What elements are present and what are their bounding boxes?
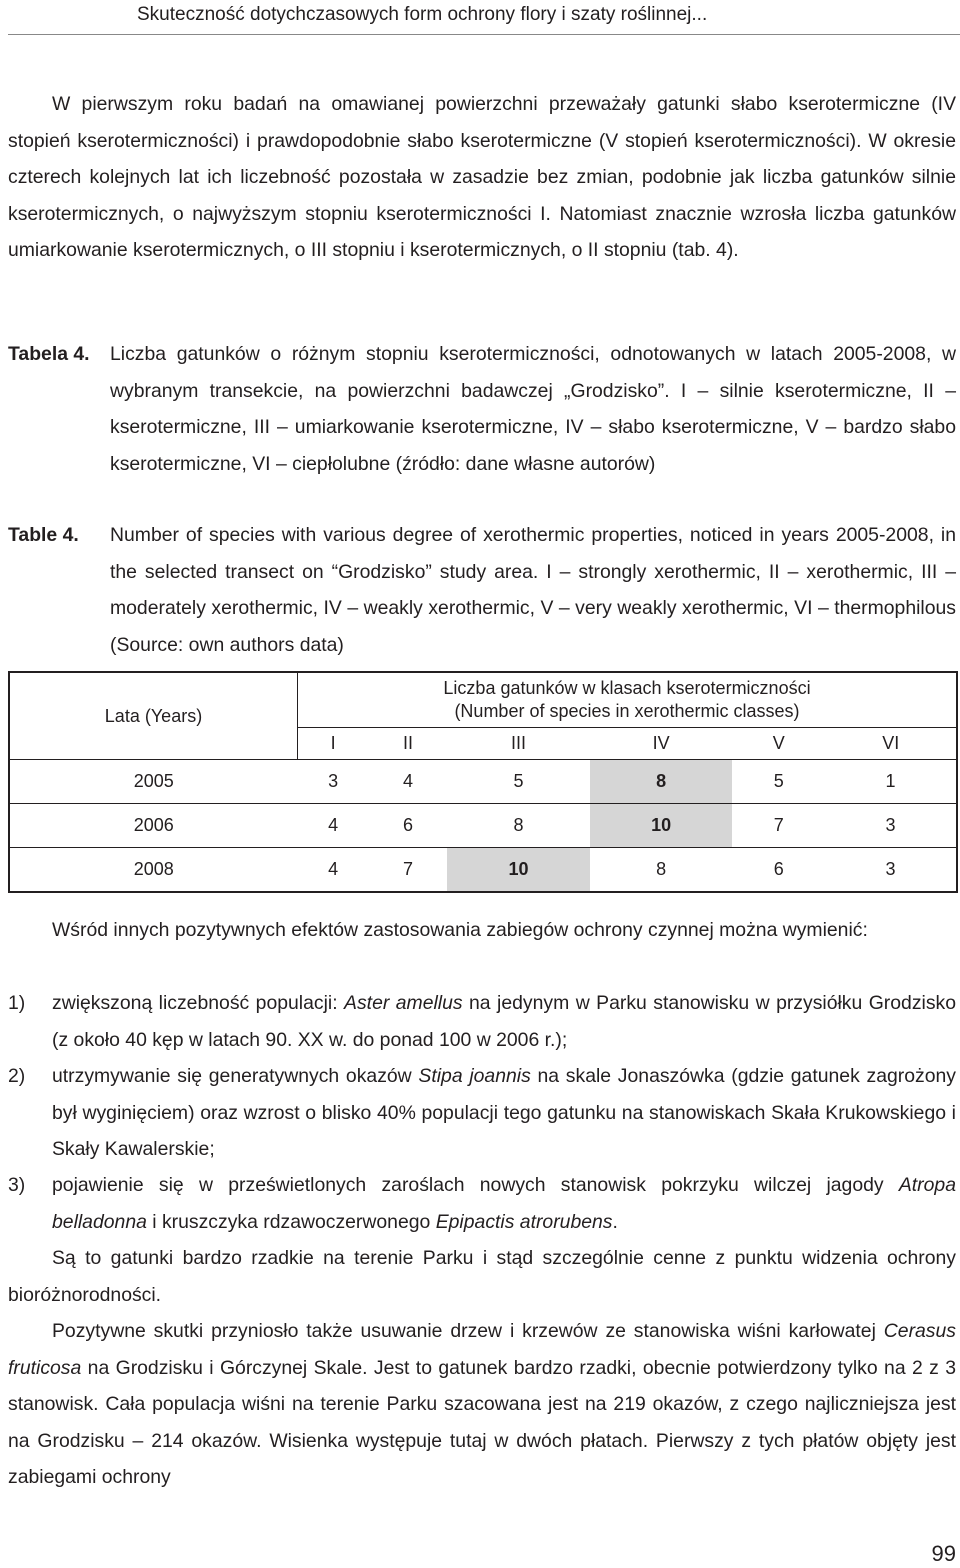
species-name: Cerasus fruticosa — [8, 1320, 956, 1379]
species-name: Stipa joannis — [418, 1065, 531, 1087]
year-cell: 2008 — [9, 848, 298, 893]
paragraph-rare-species: Są to gatunki bardzo rzadkie na terenie Parku i stąd szczególnie cenne z punktu widzenia ochrony bioróżnorodności. — [8, 1247, 956, 1306]
value-cell: 5 — [732, 760, 825, 804]
value-cell: 4 — [298, 804, 369, 848]
list-number: 2) — [8, 1065, 26, 1087]
classes-header-pl: Liczba gatunków w klasach kserotermiczności — [443, 678, 811, 698]
value-cell: 5 — [447, 760, 590, 804]
class-label: V — [732, 728, 825, 760]
running-header: Skuteczność dotychczasowych form ochrony flory i szaty roślinnej... — [137, 4, 708, 25]
caption-text-pl: Liczba gatunków o różnym stopniu kserotermiczności, odnotowanych w latach 2005-2008, w wybranym transekcie, na powierzchni badawczej „Grodzisko”. I – silnie kserotermiczne, II – kserotermiczne, III – umiarkowanie kserotermiczne, IV – słabo kserotermiczne, V – bardzo słabo kserotermiczne, VI – ciepłolubne (źródło: dane własne autorów) — [110, 343, 956, 475]
class-label: VI — [825, 728, 957, 760]
table-header-row — [9, 672, 957, 728]
list-body: utrzymywanie się generatywnych okazów Stipa joannis na skale Jonaszówka (gdzie gatunek zagrożony był wyginięciem) oraz wzrost o blisko 40% populacji tego gatunku na stanowiskach Skała Krukowskiego i Skały Kawalerskie; — [52, 1065, 956, 1161]
year-cell: 2005 — [9, 760, 298, 804]
value-cell: 6 — [732, 848, 825, 893]
value-cell-highlighted: 10 — [447, 848, 590, 893]
header-rule — [8, 34, 960, 35]
value-cell: 8 — [590, 848, 733, 893]
list-number: 1) — [8, 992, 26, 1014]
year-cell: 2006 — [9, 804, 298, 848]
value-cell: 7 — [732, 804, 825, 848]
table-row — [9, 804, 957, 848]
intro-paragraph: W pierwszym roku badań na omawianej powierzchni przeważały gatunki słabo kserotermiczne (IV stopień kserotermiczności) i prawdopodobnie słabo kserotermiczne (V stopień kserotermiczności). W okresie czterech kolejnych lat ich liczebność pozostała w zasadzie bez zmian, podobnie jak liczba gatunków silnie kserotermicznych, o najwyższym stopniu kserotermiczności I. Natomiast znacznie wzrosła liczba gatunków umiarkowanie kserotermicznych, o III stopniu i kserotermicznych, o II stopniu (tab. 4). — [8, 93, 956, 262]
species-name: Epipactis atrorubens — [435, 1210, 613, 1233]
classes-header-en: (Number of species in xerothermic classes) — [454, 701, 800, 721]
species-table — [8, 671, 958, 893]
value-cell: 6 — [369, 804, 447, 848]
species-name: Aster amellus — [344, 992, 463, 1014]
caption-text-en: Number of species with various degree of xerothermic properties, noticed in years 2005-2008, in the selected transect on “Grodzisko” study area. I – strongly xerothermic, II – xerothermic, III – moderately xerothermic, IV – weakly xerothermic, V – very weakly xerothermic, VI – thermophilous (Source: own authors data) — [110, 524, 956, 656]
list-number: 3) — [8, 1174, 26, 1196]
value-cell: 4 — [298, 848, 369, 893]
value-cell: 3 — [825, 804, 957, 848]
classes-header — [298, 672, 958, 728]
value-cell: 8 — [447, 804, 590, 848]
list-body: pojawienie się w prześwietlonych zaroślach nowych stanowisk pokrzyku wilczej jagody Atropa belladonna i kruszczyka rdzawoczerwonego Epipactis atrorubens. — [52, 1174, 956, 1233]
value-cell: 7 — [369, 848, 447, 893]
value-cell: 3 — [825, 848, 957, 893]
table-row — [9, 760, 957, 804]
class-label: IV — [590, 728, 733, 760]
value-cell-highlighted: 10 — [590, 804, 733, 848]
caption-label-pl: Tabela 4. — [8, 343, 90, 365]
value-cell: 1 — [825, 760, 957, 804]
class-label: II — [369, 728, 447, 760]
caption-label-en: Table 4. — [8, 524, 79, 546]
class-label: I — [298, 728, 369, 760]
value-cell: 3 — [298, 760, 369, 804]
species-name: Atropa belladonna — [52, 1174, 956, 1233]
paragraph-cherry: Pozytywne skutki przyniosło także usuwanie drzew i krzewów ze stanowiska wiśni karłowatej Cerasus fruticosa na Grodzisku i Górczynej Skale. Jest to gatunek bardzo rzadki, obecnie potwierdzony tylko na 2 z 3 stanowisk. Cała populacja wiśni na terenie Parku szacowana jest na 219 okazów, z czego najliczniejsza jest na Grodzisku – 214 okazów. Wisienka występuje tutaj w dwóch płatach. Pierwszy z tych płatów objęty jest zabiegami ochrony — [8, 1320, 956, 1489]
class-label: III — [447, 728, 590, 760]
value-cell-highlighted: 8 — [590, 760, 733, 804]
table-row — [9, 848, 957, 893]
list-body: zwiększoną liczebność populacji: Aster amellus na jedynym w Parku stanowisku w przysiółku Grodzisko (z około 40 kęp w latach 90. XX w. do ponad 100 w 2006 r.); — [52, 992, 957, 1051]
years-header: Lata (Years) — [9, 672, 298, 760]
list-intro: Wśród innych pozytywnych efektów zastosowania zabiegów ochrony czynnej można wymienić: — [52, 919, 868, 941]
page-number: 99 — [931, 1541, 956, 1566]
value-cell: 4 — [369, 760, 447, 804]
